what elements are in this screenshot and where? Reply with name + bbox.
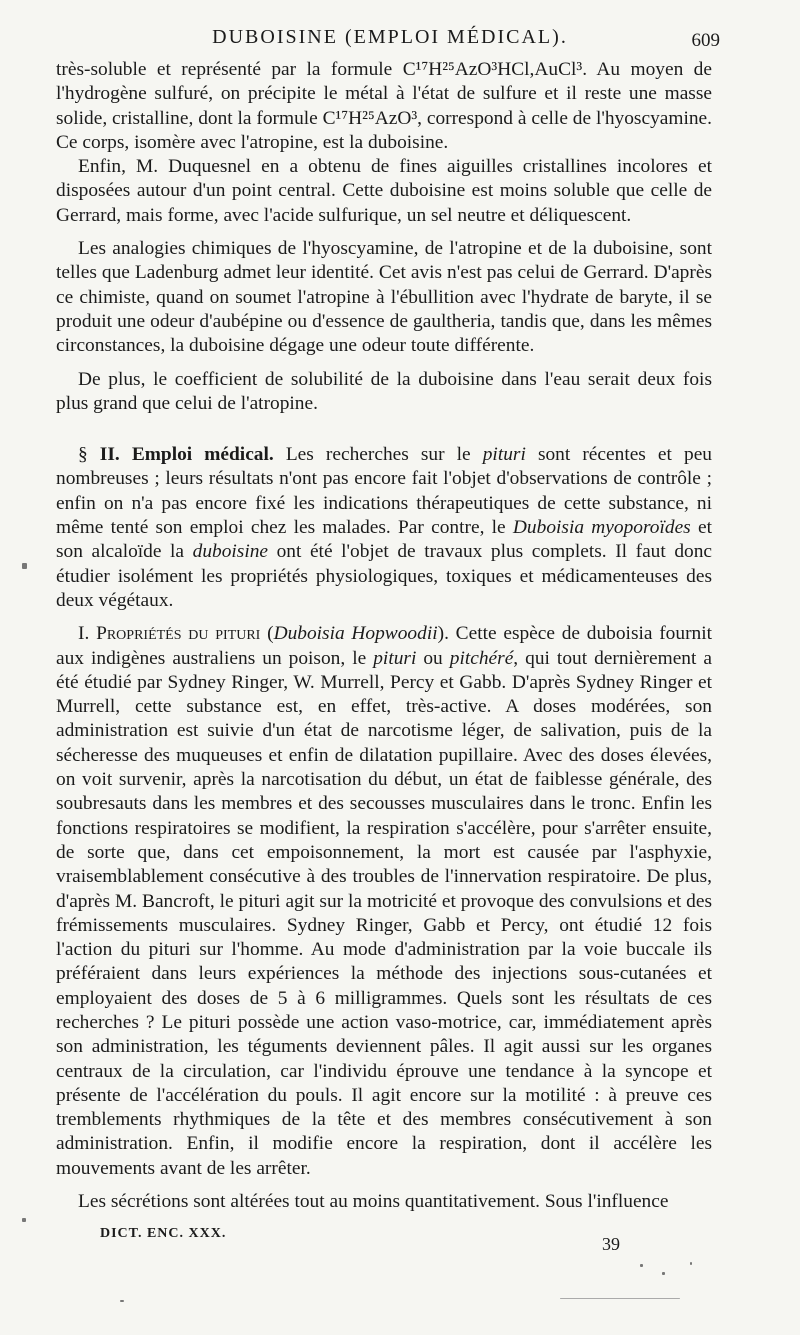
text-run: sont récentes et peu nombreuses ; leurs résultats n'ont pas encore fait l'objet d'observations de contrôle ; enfin on n'a pas encore fixé les indications thérapeutiques de cette substance, ni même tenté son emploi chez les malades. Par contre, le bbox=[56, 444, 713, 539]
sheet-number: 39 bbox=[602, 1234, 620, 1254]
paragraph: très-soluble et représenté par la formule C¹⁷H²⁵AzO³HCl,AuCl³. Au moyen de l'hydrogène sulfuré, on précipite le métal à l'état de sulfure et il reste une masse solide, cristalline, dont la formule C¹⁷H²⁵AzO³, correspond à celle de l'hyoscyamine. Ce corps, isomère avec l'atropine, est la duboisine. bbox=[56, 59, 712, 153]
section-paragraph-emploi-medical bbox=[56, 443, 712, 613]
ink-speck bbox=[120, 1300, 124, 1302]
text-run: ou bbox=[423, 647, 443, 669]
italic-term: duboisine bbox=[192, 541, 269, 563]
paragraph: De plus, le coefficient de solubilité de la duboisine dans l'eau serait deux fois plus grand que celui de l'atropine. bbox=[56, 368, 712, 414]
italic-term: pituri bbox=[373, 647, 417, 669]
running-head: DUBOISINE (EMPLOI MÉDICAL). bbox=[212, 26, 568, 48]
paragraph: Les analogies chimiques de l'hyoscyamine, de l'atropine et de la duboisine, sont telles que Ladenburg admet leur identité. Cet avis n'est pas celui de Gerrard. D'après ce chimiste, quand on soumet l'atropine à l'ébullition avec l'hydrate de baryte, il se produit une odeur d'aubépine ou d'essence de gaultheria, tandis que, dans les mêmes circonstances, la duboisine dégage une odeur toute différente. bbox=[56, 238, 712, 357]
section-number: II. bbox=[99, 444, 120, 466]
paren-close: ). bbox=[437, 623, 449, 645]
text-run: et son alcaloïde la bbox=[56, 517, 712, 563]
ink-speck bbox=[22, 563, 27, 569]
ink-speck bbox=[662, 1272, 665, 1275]
text-run: ont été l'objet de travaux plus complets. Il faut donc étudier isolément les propriétés physiologiques, toxiques et médicamenteuses des deux végétaux. bbox=[56, 541, 713, 611]
paragraph: Les sécrétions sont altérées tout au moins quantitativement. Sous l'influence bbox=[78, 1191, 669, 1213]
subsection-paragraph-pituri bbox=[56, 622, 712, 1181]
section-symbol: § bbox=[78, 444, 88, 466]
ink-smudge bbox=[560, 1298, 680, 1299]
page-header bbox=[60, 26, 720, 56]
ink-speck bbox=[690, 1262, 692, 1265]
signature-mark: DICT. ENC. XXX. bbox=[100, 1226, 227, 1241]
italic-term: pituri bbox=[482, 444, 526, 466]
text-run: Les recherches sur le bbox=[285, 444, 471, 466]
page-footer bbox=[100, 1226, 620, 1256]
italic-term: pitchéré bbox=[449, 647, 514, 669]
subsection-number: I. bbox=[78, 623, 90, 645]
section-heading: Emploi médical. bbox=[131, 444, 274, 466]
page-number: 609 bbox=[691, 30, 720, 51]
species-name: Duboisia Hopwoodii bbox=[273, 623, 438, 645]
paren-open: ( bbox=[267, 623, 274, 645]
ink-speck bbox=[640, 1264, 643, 1267]
italic-term: Duboisia myoporoïdes bbox=[512, 517, 691, 539]
body-text bbox=[56, 58, 712, 1214]
text-run: , qui tout dernièrement a été étudié par Sydney Ringer, W. Murrell, Percy et Gabb. D'après Sydney Ringer et Murrell, cette substance est, en effet, très-active. A doses modérées, son administration est suivie d'un état de narcotisme léger, de salivation, puis de la sécheresse des muqueuses et enfin de dilatation pupillaire. Avec des doses élevées, on voit survenir, après la narcotisation du début, un état de faiblesse générale, des soubresauts dans les membres et des secousses musculaires dans le tronc. Enfin les fonctions respiratoires se modifient, la respiration s'accélère, pour s'arrêter ensuite, de sorte que, dans cet empoisonnement, la mort est causée par l'asphyxie, vraisemblablement consécutive à des troubles de l'innervation respiratoire. De plus, d'après M. Bancroft, le pituri agit sur la motricité et provoque des convulsions et des frémissements musculaires. Sydney Ringer, Gabb et Percy, ont étudié 12 fois l'action du pituri sur l'homme. Au mode d'administration par la voie buccale ils préféraient dans leurs expériences la méthode des injections sous-cutanées et employaient des doses de 5 à 6 milligrammes. Quels sont les résultats de ces recherches ? Le pituri possède une action vaso-motrice, car, immédiatement après son administration, les téguments deviennent pâles. Il agit aussi sur les organes centraux de la circulation, car l'individu éprouve une tendance à la syncope et présente de l'accélération du pouls. Il agit encore sur la motilité : à preuve ces tremblements rhythmiques de la tête et des membres consécutivement à son administration. Enfin, il modifie encore la respiration, dont il accélère les mouvements avant de les arrêter. bbox=[56, 647, 712, 1179]
ink-speck bbox=[22, 1218, 26, 1222]
paragraph: Enfin, M. Duquesnel en a obtenu de fines aiguilles cristallines incolores et disposées autour d'un point central. Cette duboisine est moins soluble que celle de Gerrard, mais forme, avec l'acide sulfurique, un sel neutre et déliquescent. bbox=[56, 156, 712, 226]
text-run: Cette espèce de duboisia fournit aux indigènes australiens un poison, le bbox=[56, 623, 712, 669]
subsection-heading: Propriétés du pituri bbox=[96, 623, 261, 645]
